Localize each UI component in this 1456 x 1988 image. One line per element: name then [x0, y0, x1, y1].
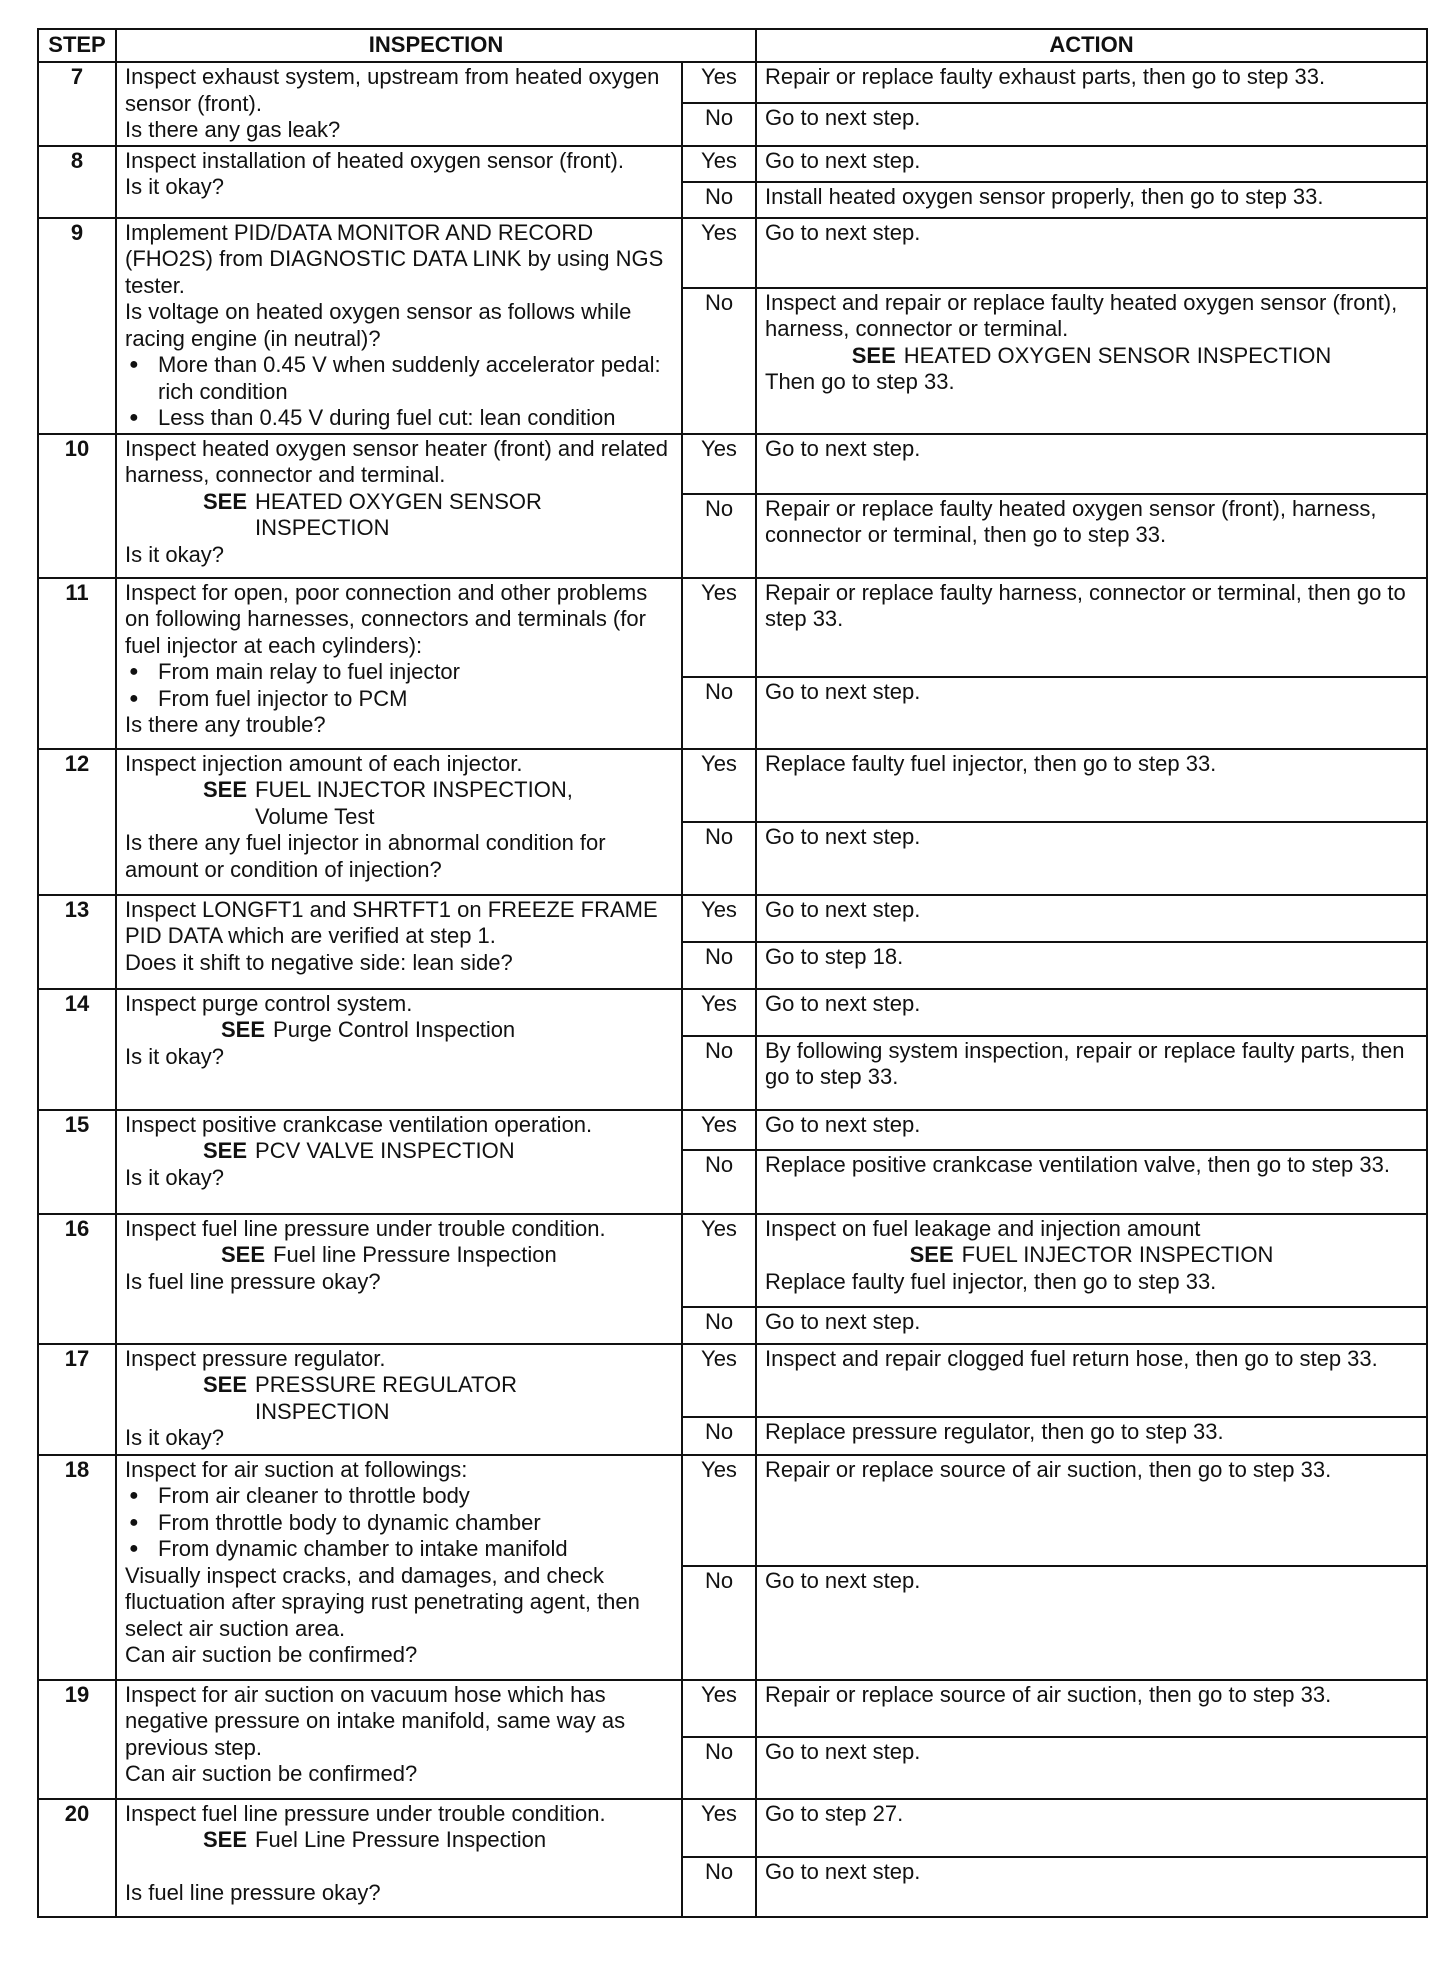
inspection-question: Is voltage on heated oxygen sensor as follows while racing engine (in neutral)? [125, 299, 632, 351]
step-13-yes-row [38, 895, 1427, 942]
action-followup: Then go to step 33. [765, 369, 955, 395]
inspection-question: Is it okay? [125, 1425, 225, 1450]
step-number: 13 [38, 895, 116, 989]
see-reference [221, 1017, 673, 1044]
no-action: Go to next step. [756, 677, 1427, 749]
yes-label: Yes [682, 1799, 756, 1857]
inspection-cell [116, 434, 682, 578]
inspection-cell [116, 989, 682, 1110]
action-text: Inspect and repair or replace faulty heated oxygen sensor (front), harness, connector or terminal. [765, 289, 1398, 342]
see-label: SEE [203, 488, 248, 514]
no-label: No [682, 288, 756, 434]
yes-action: Go to next step. [756, 434, 1427, 494]
inspection-text: Inspect for open, poor connection and other problems on following harnesses, connectors and terminals (for fuel injector at each cylinders): [125, 579, 648, 658]
inspection-text: Inspect installation of heated oxygen sensor (front). [125, 147, 624, 173]
action-text: Inspect on fuel leakage and injection amount [765, 1215, 1201, 1241]
see-reference-text: HEATED OXYGEN SENSOR INSPECTION [903, 342, 1332, 368]
no-label: No [682, 1566, 756, 1680]
yes-action: Go to next step. [756, 895, 1427, 942]
diagnostic-page [37, 28, 1428, 1918]
no-action [756, 288, 1427, 434]
inspection-question: Is it okay? [125, 1164, 225, 1190]
see-reference [203, 1138, 673, 1165]
no-action: Replace positive crankcase ventilation valve, then go to step 33. [756, 1150, 1427, 1214]
yes-action: Go to next step. [756, 146, 1427, 182]
step-20-yes-row [38, 1799, 1427, 1857]
step-15-yes-row [38, 1110, 1427, 1150]
step-7-yes-row [38, 62, 1427, 103]
inspection-question: Is it okay? [125, 174, 225, 199]
step-12-yes-row [38, 749, 1427, 822]
step-10-yes-row [38, 434, 1427, 494]
suction-area-list [125, 1483, 673, 1563]
step-number: 11 [38, 578, 116, 749]
see-label: SEE [203, 777, 248, 802]
inspection-cell [116, 1214, 682, 1344]
yes-label: Yes [682, 989, 756, 1036]
list-item: ● From main relay to fuel injector [125, 659, 673, 686]
no-label: No [682, 1857, 756, 1917]
see-reference-text: Fuel line Pressure Inspection [273, 1242, 557, 1267]
step-19-yes-row [38, 1680, 1427, 1737]
inspection-question: Is there any fuel injector in abnormal condition for amount or condition of injection? [125, 830, 606, 882]
no-label: No [682, 1737, 756, 1799]
step-number: 15 [38, 1110, 116, 1214]
step-8-yes-row [38, 146, 1427, 182]
yes-action: Repair or replace source of air suction, then go to step 33. [756, 1455, 1427, 1566]
inspection-text: Inspect injection amount of each injector. [125, 750, 523, 776]
no-label: No [682, 1150, 756, 1214]
inspection-cell [116, 578, 682, 749]
see-reference-text: PCV VALVE INSPECTION [255, 1138, 515, 1163]
see-reference-text-cont: INSPECTION [255, 515, 390, 540]
diagnostic-table [37, 28, 1428, 1918]
yes-action: Repair or replace source of air suction, then go to step 33. [756, 1680, 1427, 1737]
yes-label: Yes [682, 62, 756, 103]
yes-action: Go to next step. [756, 1110, 1427, 1150]
yes-action: Replace faulty fuel injector, then go to step 33. [756, 749, 1427, 822]
no-action: By following system inspection, repair or replace faulty parts, then go to step 33. [756, 1036, 1427, 1110]
see-reference [203, 1827, 673, 1854]
yes-action: Inspect and repair clogged fuel return hose, then go to step 33. [756, 1344, 1427, 1417]
no-action: Go to next step. [756, 1737, 1427, 1799]
step-number: 19 [38, 1680, 116, 1799]
yes-label: Yes [682, 749, 756, 822]
see-label: SEE [909, 1242, 954, 1267]
header-inspection: INSPECTION [116, 29, 756, 62]
no-label: No [682, 1307, 756, 1344]
step-9-yes-row [38, 218, 1427, 288]
see-label: SEE [203, 1372, 248, 1397]
inspection-text: Inspect fuel line pressure under trouble condition. [125, 1800, 606, 1826]
inspection-question: Can air suction be confirmed? [125, 1761, 418, 1786]
condition-list [125, 352, 673, 432]
step-number: 18 [38, 1455, 116, 1680]
inspection-question: Does it shift to negative side: lean side? [125, 949, 513, 975]
inspection-cell [116, 1110, 682, 1214]
step-number: 10 [38, 434, 116, 578]
no-label: No [682, 1417, 756, 1455]
no-action: Install heated oxygen sensor properly, then go to step 33. [756, 182, 1427, 218]
inspection-cell [116, 749, 682, 895]
no-action: Replace pressure regulator, then go to step 33. [756, 1417, 1427, 1455]
no-action: Go to next step. [756, 822, 1427, 895]
inspection-text: Implement PID/DATA MONITOR AND RECORD (FHO2S) from DIAGNOSTIC DATA LINK by using NGS tester. [125, 219, 664, 298]
step-number: 17 [38, 1344, 116, 1455]
see-label: SEE [203, 1138, 248, 1163]
see-reference [203, 489, 673, 542]
no-label: No [682, 942, 756, 989]
see-label: SEE [221, 1242, 266, 1267]
list-item: ● From throttle body to dynamic chamber [125, 1510, 673, 1537]
step-16-yes-row [38, 1214, 1427, 1307]
step-number: 7 [38, 62, 116, 146]
see-reference [765, 1242, 1418, 1269]
no-action: Go to next step. [756, 1857, 1427, 1917]
step-18-yes-row [38, 1455, 1427, 1566]
yes-label: Yes [682, 1455, 756, 1566]
see-reference [203, 1372, 673, 1425]
step-17-yes-row [38, 1344, 1427, 1417]
see-reference-text-cont: Volume Test [255, 803, 375, 829]
inspection-cell [116, 895, 682, 989]
yes-action: Go to next step. [756, 989, 1427, 1036]
inspection-cell [116, 1799, 682, 1917]
no-action: Go to next step. [756, 1307, 1427, 1344]
yes-label: Yes [682, 1680, 756, 1737]
see-reference [765, 343, 1418, 370]
list-item: ● Less than 0.45 V during fuel cut: lean condition [125, 405, 673, 432]
list-item: ● From air cleaner to throttle body [125, 1483, 673, 1510]
inspection-text: Inspect pressure regulator. [125, 1345, 386, 1371]
step-number: 9 [38, 218, 116, 434]
step-number: 16 [38, 1214, 116, 1344]
inspection-cell [116, 218, 682, 434]
yes-label: Yes [682, 1110, 756, 1150]
yes-action: Go to next step. [756, 218, 1427, 288]
yes-label: Yes [682, 434, 756, 494]
no-label: No [682, 103, 756, 145]
yes-label: Yes [682, 578, 756, 677]
no-label: No [682, 182, 756, 218]
no-label: No [682, 494, 756, 578]
inspection-text: Inspect LONGFT1 and SHRTFT1 on FREEZE FRAME PID DATA which are verified at step 1. [125, 896, 658, 948]
yes-action: Go to step 27. [756, 1799, 1427, 1857]
header-step: STEP [38, 29, 116, 62]
list-item: ● From fuel injector to PCM [125, 686, 673, 713]
yes-action: Repair or replace faulty exhaust parts, then go to step 33. [756, 62, 1427, 103]
see-reference [203, 777, 673, 830]
inspection-question: Is there any gas leak? [125, 117, 341, 142]
step-number: 14 [38, 989, 116, 1110]
step-number: 20 [38, 1799, 116, 1917]
step-14-yes-row [38, 989, 1427, 1036]
inspection-cell [116, 146, 682, 218]
see-label: SEE [203, 1827, 248, 1852]
see-reference-text: FUEL INJECTOR INSPECTION, [255, 777, 573, 802]
inspection-question: Is there any trouble? [125, 712, 326, 737]
inspection-text: Inspect heated oxygen sensor heater (front) and related harness, connector and terminal. [125, 435, 669, 487]
inspection-cell [116, 1680, 682, 1799]
inspection-text: Inspect for air suction at followings: [125, 1456, 468, 1482]
inspection-question: Is it okay? [125, 1043, 225, 1069]
yes-label: Yes [682, 895, 756, 942]
no-action: Go to next step. [756, 103, 1427, 145]
no-action: Repair or replace faulty heated oxygen sensor (front), harness, connector or terminal, then go to step 33. [756, 494, 1427, 578]
inspection-text: Inspect fuel line pressure under trouble condition. [125, 1215, 606, 1241]
action-followup: Replace faulty fuel injector, then go to step 33. [765, 1268, 1217, 1294]
inspection-question: Is it okay? [125, 541, 225, 567]
step-number: 12 [38, 749, 116, 895]
header-row [38, 29, 1427, 62]
see-reference-text: FUEL INJECTOR INSPECTION [961, 1242, 1274, 1267]
harness-list [125, 659, 673, 712]
inspection-cell [116, 1455, 682, 1680]
yes-action [756, 1214, 1427, 1307]
see-reference [221, 1242, 673, 1269]
no-action: Go to next step. [756, 1566, 1427, 1680]
see-reference-text-cont: INSPECTION [255, 1398, 390, 1424]
inspection-text: Inspect purge control system. [125, 990, 413, 1016]
no-label: No [682, 677, 756, 749]
see-label: SEE [221, 1017, 266, 1042]
inspection-question: Is fuel line pressure okay? [125, 1268, 381, 1294]
step-11-yes-row [38, 578, 1427, 677]
inspection-cell [116, 1344, 682, 1455]
see-reference-text: Purge Control Inspection [273, 1017, 516, 1042]
inspection-question: Is fuel line pressure okay? [125, 1879, 381, 1905]
see-reference-text: PRESSURE REGULATOR [255, 1372, 518, 1397]
yes-label: Yes [682, 1214, 756, 1307]
inspection-question: Can air suction be confirmed? [125, 1642, 418, 1667]
yes-label: Yes [682, 218, 756, 288]
yes-label: Yes [682, 146, 756, 182]
yes-label: Yes [682, 1344, 756, 1417]
inspection-text: Inspect positive crankcase ventilation operation. [125, 1111, 593, 1137]
step-number: 8 [38, 146, 116, 218]
list-item: ● From dynamic chamber to intake manifold [125, 1536, 673, 1563]
see-reference-text: HEATED OXYGEN SENSOR [255, 488, 542, 514]
see-reference-text: Fuel Line Pressure Inspection [255, 1827, 547, 1852]
header-action: ACTION [756, 29, 1427, 62]
inspection-cell [116, 62, 682, 146]
yes-action: Repair or replace faulty harness, connector or terminal, then go to step 33. [756, 578, 1427, 677]
no-action: Go to step 18. [756, 942, 1427, 989]
see-label: SEE [851, 342, 896, 368]
inspection-text: Inspect exhaust system, upstream from heated oxygen sensor (front). [125, 64, 660, 116]
inspection-instruction: Visually inspect cracks, and damages, and check fluctuation after spraying rust penetrating agent, then select air suction area. [125, 1562, 640, 1641]
no-label: No [682, 1036, 756, 1110]
no-label: No [682, 822, 756, 895]
list-item: ● More than 0.45 V when suddenly accelerator pedal: rich condition [125, 352, 673, 405]
inspection-text: Inspect for air suction on vacuum hose which has negative pressure on intake manifold, same way as previous step. [125, 1681, 626, 1760]
